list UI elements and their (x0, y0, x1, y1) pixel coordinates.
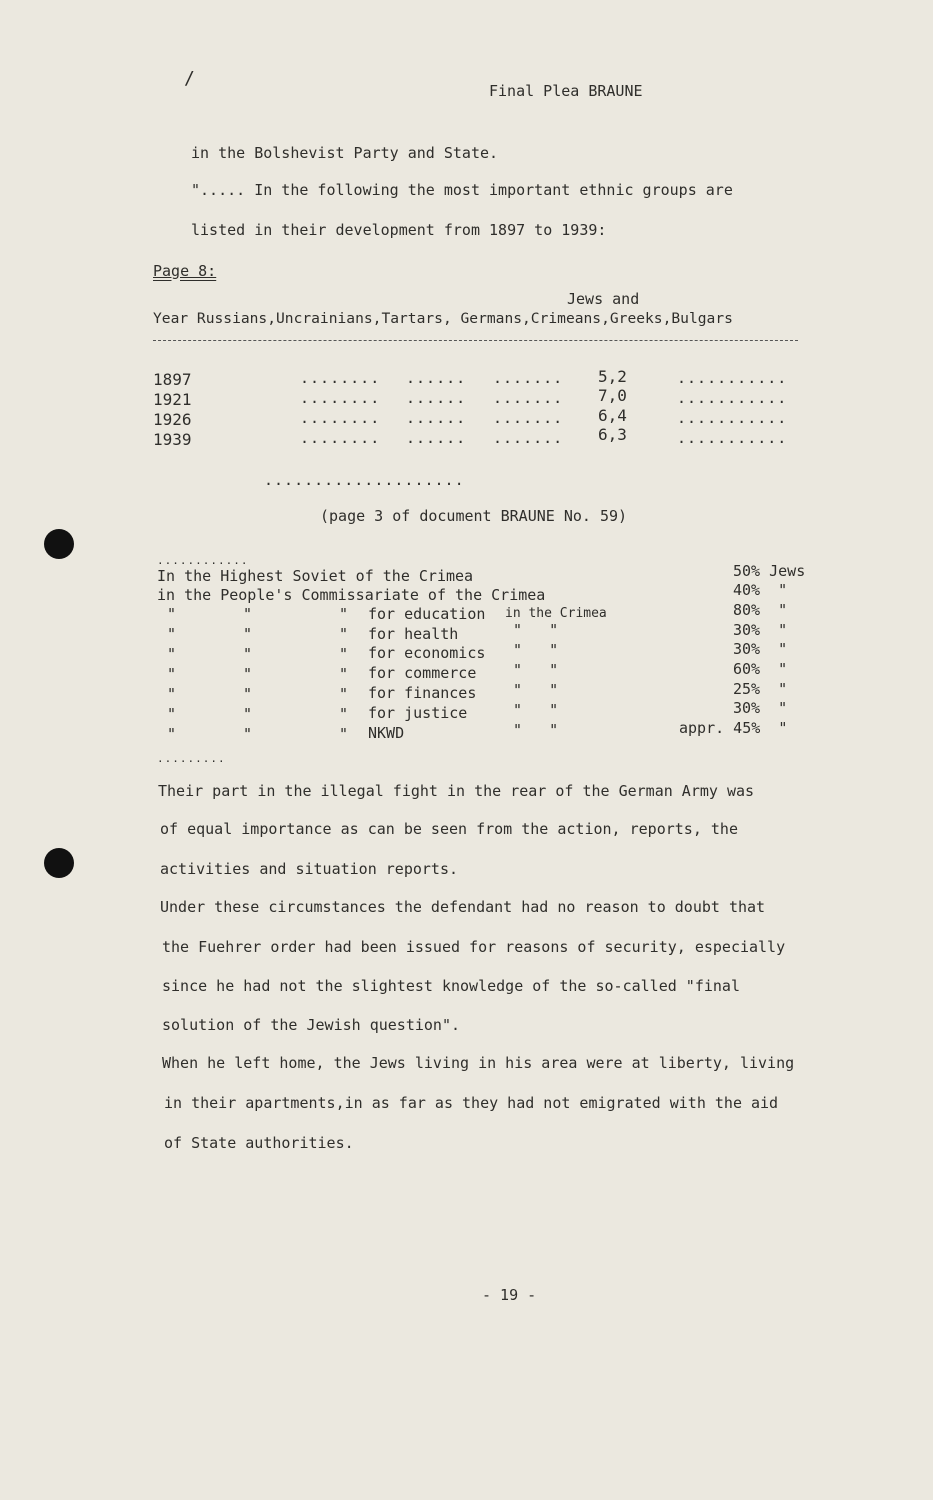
body-line: Their part in the illegal fight in the rear of the German Army was (158, 782, 755, 800)
ditto-mark: " (339, 665, 349, 683)
ditto-mark: " (339, 685, 349, 703)
table2-ditto: " " (513, 681, 559, 699)
table1-trailing-dots: .................... (264, 471, 465, 489)
table2-value: 40% " (733, 581, 788, 599)
table2-label: for justice (368, 704, 468, 722)
intro-line-3: listed in their development from 1897 to 1939: (191, 221, 607, 239)
table2-value: appr. 45% " (679, 719, 788, 737)
page-header-title: Final Plea BRAUNE (489, 82, 643, 100)
table1-value: 5,2 (598, 367, 627, 386)
ditto-mark: " (243, 665, 253, 683)
table2-ditto: " " (513, 641, 559, 659)
document-reference: (page 3 of document BRAUNE No. 59) (320, 507, 628, 525)
table1-dots: ........... (677, 389, 788, 407)
table1-year: 1897 (153, 370, 192, 389)
page-number: - 19 - (482, 1286, 537, 1304)
ditto-mark: " (243, 625, 253, 643)
body-line: When he left home, the Jews living in his area were at liberty, living (162, 1054, 795, 1072)
table1-dots: ....... (493, 389, 564, 407)
table2-label: for commerce (368, 664, 477, 682)
table1-dots: ...... (406, 429, 467, 447)
ditto-mark: " (167, 645, 177, 663)
table2-ditto: " " (513, 721, 559, 739)
table1-header-top: Jews and (567, 290, 640, 308)
table2-label: for health (368, 625, 459, 643)
page-reference: Page 8: (153, 262, 217, 280)
table1-year: 1939 (153, 430, 192, 449)
table1-rule (153, 340, 798, 341)
ditto-mark: " (167, 605, 177, 623)
table1-value: 6,4 (598, 406, 627, 425)
table1-dots: ....... (493, 429, 564, 447)
table2-value: 30% " (733, 640, 788, 658)
table2-trailing-dots: ......... (157, 752, 226, 765)
table2-ditto: " " (513, 701, 559, 719)
ditto-mark: " (339, 645, 349, 663)
table2-label: for finances (368, 684, 477, 702)
intro-line-1: in the Bolshevist Party and State. (191, 144, 499, 162)
ditto-mark: " (167, 665, 177, 683)
table2-ditto: " " (513, 621, 559, 639)
ditto-mark: " (243, 605, 253, 623)
ditto-mark: " (167, 705, 177, 723)
table2-ditto: " " (513, 661, 559, 679)
body-line: of State authorities. (164, 1134, 354, 1152)
body-line: the Fuehrer order had been issued for reasons of security, especially (162, 938, 786, 956)
table1-dots: ........... (677, 369, 788, 387)
table1-dots: ........ (300, 369, 381, 387)
table1-dots: ....... (493, 369, 564, 387)
table2-value: 80% " (733, 601, 788, 619)
table1-dots: ...... (406, 389, 467, 407)
body-line: activities and situation reports. (160, 860, 459, 878)
table2-value: 30% " (733, 621, 788, 639)
table1-value: 7,0 (598, 386, 627, 405)
table2-value: 50% Jews (733, 562, 806, 580)
punch-hole-bottom (44, 848, 74, 878)
ditto-mark: " (243, 705, 253, 723)
body-line: since he had not the slightest knowledge of the so-called "final (162, 977, 740, 995)
table2-label: for education (368, 605, 486, 623)
table1-value: 6,3 (598, 425, 627, 444)
table2-label: NKWD (368, 724, 405, 742)
body-line: in their apartments,in as far as they had not emigrated with the aid (164, 1094, 779, 1112)
body-line: of equal importance as can be seen from the action, reports, the (160, 820, 738, 838)
pen-mark: / (184, 68, 195, 89)
table1-dots: ........ (300, 409, 381, 427)
table2-value: 25% " (733, 680, 788, 698)
ditto-mark: " (167, 625, 177, 643)
punch-hole-top (44, 529, 74, 559)
table2-value: 60% " (733, 660, 788, 678)
table2-label: In the Highest Soviet of the Crimea (157, 567, 474, 585)
table1-header: Year Russians,Uncrainians,Tartars, Germans,Crimeans,Greeks,Bulgars (153, 310, 733, 327)
table1-dots: ....... (493, 409, 564, 427)
ditto-mark: " (339, 605, 349, 623)
table1-dots: ........ (300, 389, 381, 407)
table1-year: 1921 (153, 390, 192, 409)
table1-dots: ........... (677, 409, 788, 427)
intro-line-2: "..... In the following the most important ethnic groups are (191, 181, 733, 199)
ditto-mark: " (339, 625, 349, 643)
table1-dots: ...... (406, 369, 467, 387)
table2-label: for economics (368, 644, 486, 662)
table2-leading-dots: ............ (157, 554, 249, 567)
table2-value: 30% " (733, 699, 788, 717)
ditto-mark: " (339, 705, 349, 723)
ditto-mark: " (167, 685, 177, 703)
table1-dots: ........ (300, 429, 381, 447)
ditto-mark: " (339, 725, 349, 743)
ditto-mark: " (243, 725, 253, 743)
ditto-mark: " (243, 645, 253, 663)
body-line: solution of the Jewish question". (162, 1016, 461, 1034)
ditto-mark: " (243, 685, 253, 703)
table1-year: 1926 (153, 410, 192, 429)
table1-dots: ........... (677, 429, 788, 447)
ditto-mark: " (167, 725, 177, 743)
table2-ditto: in the Crimea (505, 606, 607, 621)
table1-dots: ...... (406, 409, 467, 427)
table2-label: in the People's Commissariate of the Crimea (157, 586, 546, 604)
body-line: Under these circumstances the defendant had no reason to doubt that (160, 898, 766, 916)
